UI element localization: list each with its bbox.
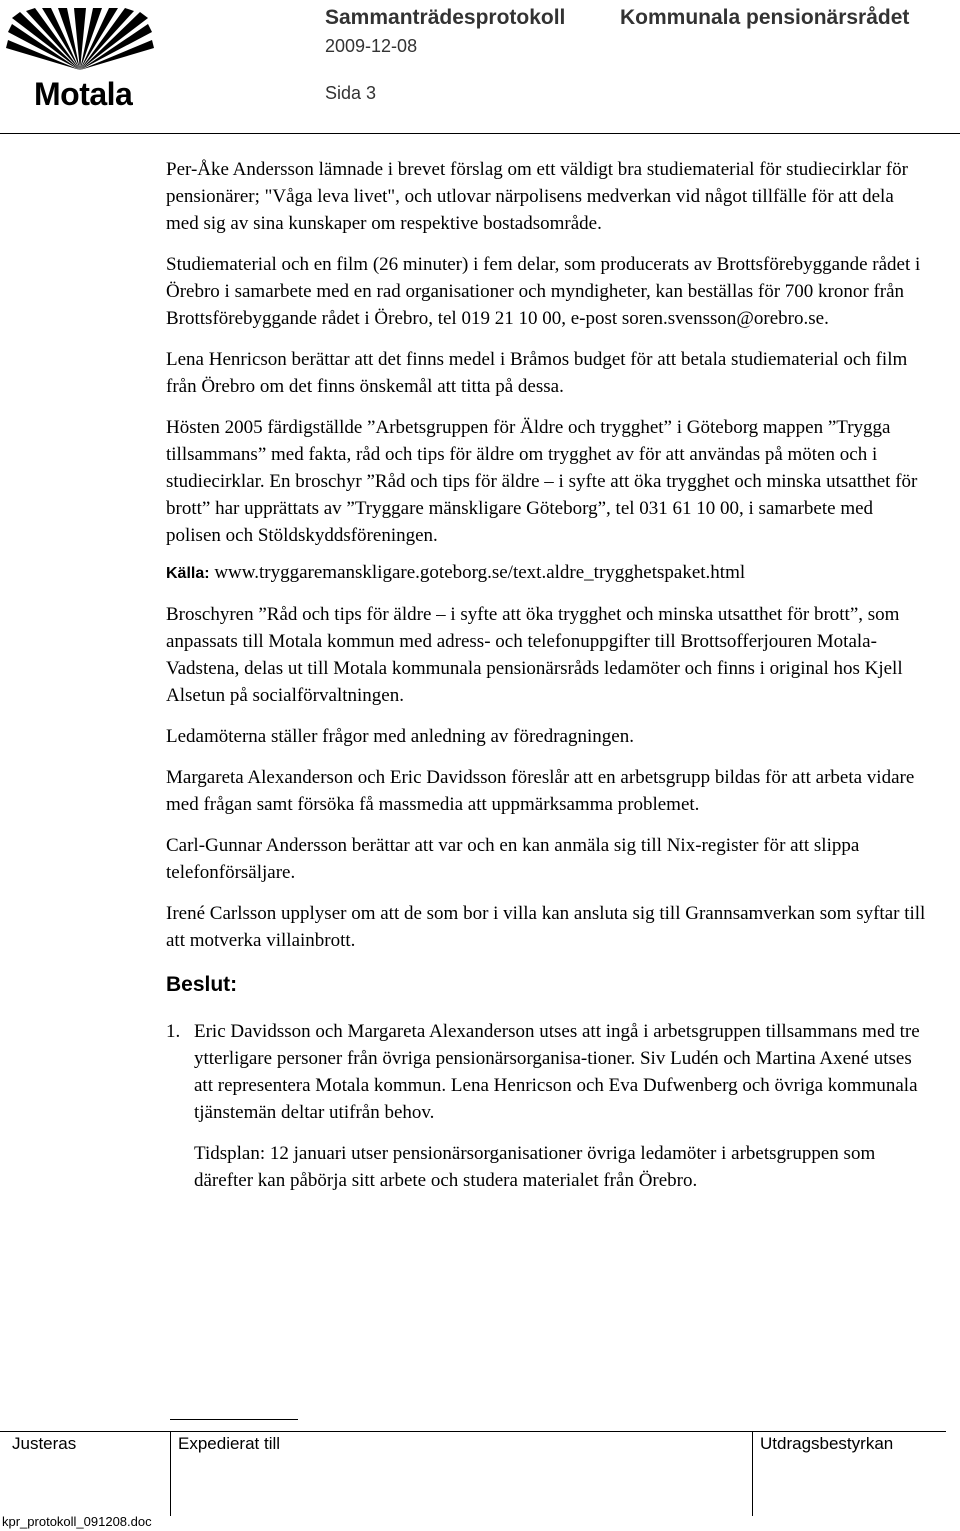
footer-column-divider xyxy=(170,1432,171,1516)
decision-item xyxy=(166,1018,926,1126)
paragraph: Margareta Alexanderson och Eric Davidsson föreslår att en arbetsgrupp bildas för att arbeta vidare med frågan samt försöka få massmedia att uppmärksamma problemet. xyxy=(166,767,915,815)
paragraph: Hösten 2005 färdigställde ”Arbetsgruppen för Äldre och trygghet” i Göteborg mappen ”Trygga tillsammans” med fakta, råd och tips för äldre om trygghet av för att användas på möten och i studiecirklar. En broschyr ”Råd och tips för äldre – i syfte att öka trygghet och minska utsatthet för brott” har upprättats av ”Tryggare mänskligare Göteborg”, tel 031 61 10 00, i samarbete med polisen och Stöldskyddsföreningen. xyxy=(166,417,918,546)
decision-schedule: Tidsplan: 12 januari utser pensionärsorganisationer övriga ledamöter i arbetsgruppen som därefter kan påbörja sitt arbete och studera materialet från Örebro. xyxy=(194,1143,876,1191)
source-label: Källa: xyxy=(166,565,210,582)
utdrag-label: Utdragsbestyrkan xyxy=(760,1434,894,1453)
paragraph: Broschyren ”Råd och tips för äldre – i syfte att öka trygghet och minska utsatthet för brott”, som anpassats till Motala kommun med adress- och telefonuppgifter till Brottsofferjouren Motala-Vadstena, delas ut till Motala kommunala pensionärsråds ledamöter och finns i original hos Kjell Alsetun på socialförvaltningen. xyxy=(166,604,903,706)
footer-column-divider xyxy=(752,1432,753,1516)
paragraph: Lena Henricson berättar att det finns medel i Bråmos budget för att betala studiematerial och film från Örebro om det finns önskemål att titta på dessa. xyxy=(166,349,908,397)
motala-logo xyxy=(6,8,154,112)
source-line xyxy=(166,559,926,587)
decision-heading: Beslut: xyxy=(166,973,238,996)
paragraph: Per-Åke Andersson lämnade i brevet förslag om ett väldigt bra studiematerial för studiecirklar för pensionärer; "Våga leva livet", och utlovar närpolisens medverkan vid något tillfälle för att dela med sig av sina kunskaper om respektive bostadsområde. xyxy=(166,159,908,234)
decision-number: 1. xyxy=(166,1021,181,1042)
paragraph: Irené Carlsson upplyser om att de som bor i villa kan ansluta sig till Grannsamverkan som syftar till att motverka villainbrott. xyxy=(166,903,926,951)
meeting-date: 2009-12-08 xyxy=(325,36,418,56)
justeras-label: Justeras xyxy=(12,1434,77,1453)
source-url: www.tryggaremanskligare.goteborg.se/text.aldre_trygghetspaket.html xyxy=(209,562,746,583)
document-type: Sammanträdesprotokoll xyxy=(325,6,566,29)
protocol-body xyxy=(166,156,926,1194)
paragraph: Ledamöterna ställer frågor med anledning av föredragningen. xyxy=(166,726,634,747)
footer-divider xyxy=(0,1431,946,1432)
logo-wordmark: Motala xyxy=(34,76,133,112)
expedierat-label: Expedierat till xyxy=(178,1434,281,1453)
signature-line xyxy=(170,1419,298,1420)
sunburst-logo-icon xyxy=(6,8,154,72)
paragraph: Carl-Gunnar Andersson berättar att var och en kan anmäla sig till Nix-register för att slippa telefonförsäljare. xyxy=(166,835,860,883)
header-divider xyxy=(0,133,960,134)
paragraph: Studiematerial och en film (26 minuter) i fem delar, som producerats av Brottsförebyggande rådet i Örebro i samarbete med en rad organisationer och myndigheter, kan beställas för 700 kronor från Brottsförebyggande rådet i Örebro, tel 019 21 10 00, e-post soren.svensson@orebro.se. xyxy=(166,254,921,329)
decision-text: Eric Davidsson och Margareta Alexanderson utses att ingå i arbetsgruppen tillsammans med tre ytterligare personer från övriga pensionärsorganisa-tioner. Siv Ludén och Martina Axené utses att representera Motala kommun. Lena Henricson och Eva Dufwenberg och övriga kommunala tjänstemän deltar utifrån behov. xyxy=(194,1021,920,1123)
document-filename: kpr_protokoll_091208.doc xyxy=(2,1514,152,1529)
page-number: Sida 3 xyxy=(325,83,377,103)
committee-name: Kommunala pensionärsrådet xyxy=(620,6,910,29)
